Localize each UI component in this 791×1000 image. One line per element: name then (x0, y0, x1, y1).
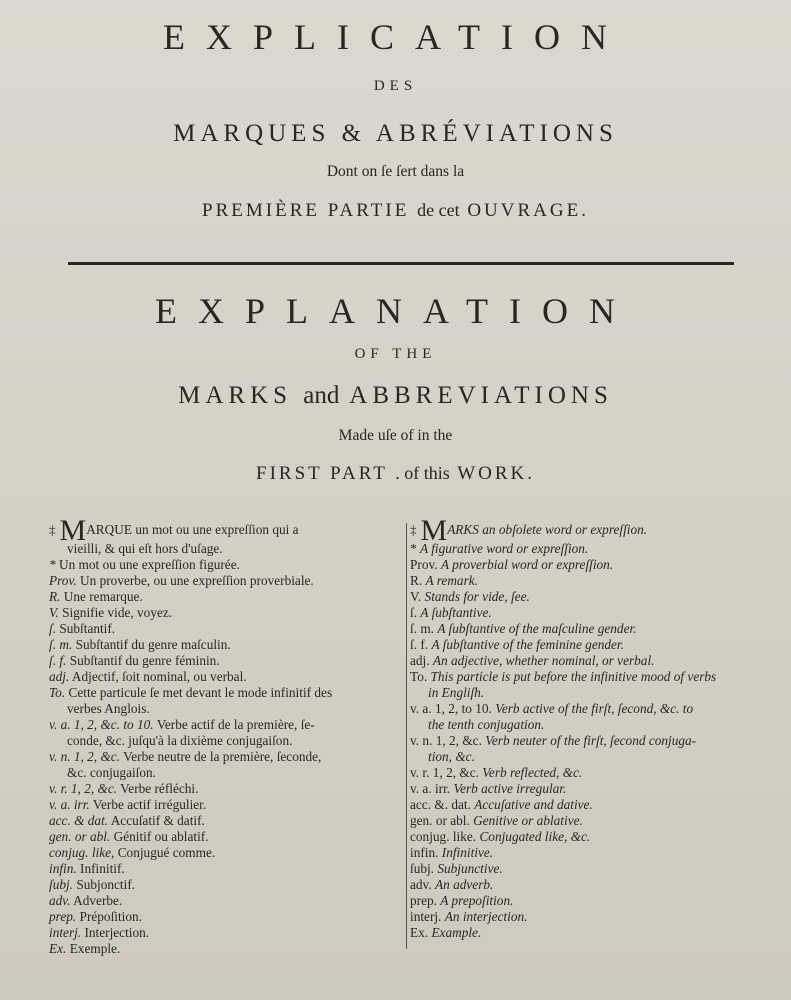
glossary-entry (410, 621, 770, 637)
entry-abbreviation: interj. (410, 909, 442, 924)
french-column (49, 514, 405, 957)
entry-definition: Accuſative and dative. (474, 797, 593, 812)
glossary-entry (410, 877, 770, 893)
first-entry-text: an obſolete word or expreſſion. (482, 522, 648, 537)
entry-definition: Conjugué comme. (117, 845, 216, 860)
french-line: Dont on ſe ſert dans la (326, 163, 465, 180)
entry-definition: Conjugated like, &c. (479, 829, 591, 844)
entry-abbreviation: ſ. (410, 605, 418, 620)
english-column (410, 514, 770, 941)
entry-abbreviation: v. r. 1, 2, &c. (410, 765, 479, 780)
entry-abbreviation: Ex. (410, 925, 429, 940)
entry-definition: Subjonctif. (76, 877, 136, 892)
glossary-entry (49, 829, 405, 845)
entry-abbreviation: acc. &. dat. (410, 797, 471, 812)
entry-definition: Adverbe. (73, 893, 123, 908)
entry-definition: Un mot ou une expreſſion figurée. (58, 557, 240, 572)
entry-definition: Example. (431, 925, 482, 940)
french-part-line (0, 200, 791, 222)
glossary-entry (410, 589, 770, 605)
entry-definition: Genitive or ablative. (473, 813, 583, 828)
english-of-the: OF THE (354, 346, 437, 362)
glossary-entry (410, 701, 770, 733)
glossary-entry (410, 541, 770, 557)
glossary-entry (49, 909, 405, 925)
entry-abbreviation: v. r. 1, 2, &c. (49, 781, 118, 796)
glossary-entry (410, 829, 770, 845)
entry-abbreviation: v. a. 1, 2, &c. to 10. (49, 717, 154, 732)
french-part-a: PREMIÈRE PARTIE (202, 200, 410, 221)
entry-definition: Accuſatif & datif. (110, 813, 205, 828)
entry-abbreviation: R. (49, 589, 61, 604)
entry-abbreviation: gen. or abl. (410, 813, 470, 828)
glossary-entry (49, 589, 405, 605)
entry-abbreviation: R. (410, 573, 423, 588)
entry-abbreviation: ſ. m. (410, 621, 435, 636)
glossary-entry (410, 573, 770, 589)
entry-abbreviation: conjug. like. (410, 829, 477, 844)
english-title: EXPLANATION (155, 291, 636, 331)
entry-definition: Verbe réfléchi. (120, 781, 199, 796)
glossary-entry (49, 605, 405, 621)
glossary-entry (49, 845, 405, 861)
entry-abbreviation: ſ. m. (49, 637, 73, 652)
entry-definition: Une remarque. (63, 589, 143, 604)
entry-definition: A remark. (425, 573, 478, 588)
glossary-entry (49, 717, 405, 749)
entry-abbreviation: Prov. (49, 573, 77, 588)
glossary-entry (49, 669, 405, 685)
glossary-entry (410, 893, 770, 909)
column-divider (406, 523, 407, 949)
entry-abbreviation: Ex. (49, 941, 67, 956)
entry-definition: Verbe actif irrégulier. (92, 797, 207, 812)
entry-definition: An adjective, whether nominal, or verbal. (432, 653, 655, 668)
glossary-entry (49, 653, 405, 669)
glossary-entry (49, 685, 405, 717)
entry-definition: Prépoſition. (79, 909, 142, 924)
entry-abbreviation: gen. or abl. (49, 829, 111, 844)
entry-definition: Subſtantif. (59, 621, 116, 636)
entry-definition: Adjectif, ſoit nominal, ou verbal. (71, 669, 247, 684)
glossary-entry (49, 797, 405, 813)
entry-abbreviation: v. a. irr. (410, 781, 451, 796)
entry-abbreviation: acc. & dat. (49, 813, 109, 828)
glossary-entry (410, 733, 770, 765)
french-subtitle: MARQUES & ABRÉVIATIONS (173, 120, 618, 147)
glossary-entry (410, 813, 770, 829)
entry-continuation: the tenth conjugation. (428, 717, 545, 732)
entry-abbreviation: interj. (49, 925, 82, 940)
drop-cap: M (420, 514, 448, 547)
entry-definition: Subſtantif du genre maſculin. (75, 637, 231, 652)
glossary-entry (49, 637, 405, 653)
entry-abbreviation: V. (410, 589, 422, 604)
entry-abbreviation: adv. (410, 877, 432, 892)
english-part-c: WORK. (457, 463, 535, 484)
entry-continuation: verbes Anglois. (67, 701, 150, 716)
glossary-entry (49, 877, 405, 893)
entry-abbreviation: To. (410, 669, 428, 684)
entry-definition: A figurative word or expreſſion. (419, 541, 589, 556)
first-entry-cont: vieilli, & qui eſt hors d'uſage. (67, 541, 223, 556)
french-part-c: OUVRAGE. (467, 200, 589, 221)
entry-abbreviation: prep. (49, 909, 77, 924)
entry-abbreviation: infin. (410, 845, 439, 860)
entry-definition: Signifie vide, voyez. (62, 605, 173, 620)
entry-definition: Exemple. (69, 941, 121, 956)
glossary-entry (49, 813, 405, 829)
entry-abbreviation: ſubj. (49, 877, 74, 892)
glossary-entry (49, 861, 405, 877)
glossary-entry (410, 605, 770, 621)
glossary-entry (49, 893, 405, 909)
entry-definition: A proverbial word or expreſſion. (440, 557, 614, 572)
entry-continuation: conde, &c. juſqu'à la dixième conjugaiſon. (67, 733, 293, 748)
entry-definition: A prepoſition. (440, 893, 514, 908)
entry-abbreviation: To. (49, 685, 66, 700)
glossary-entry (410, 861, 770, 877)
english-line: Made uſe of in the (338, 427, 453, 444)
entry-abbreviation: ſ. (49, 621, 57, 636)
entry-definition: Cette particule ſe met devant le mode infinitif des (68, 685, 333, 700)
entry-definition: An adverb. (435, 877, 494, 892)
entry-abbreviation: * (410, 541, 417, 556)
entry-abbreviation: V. (49, 605, 59, 620)
entry-definition: Interjection. (84, 925, 150, 940)
first-entry-text: un mot ou une expreſſion qui a (135, 522, 299, 537)
glossary-entry (49, 781, 405, 797)
entry-definition: Subſtantif du genre féminin. (69, 653, 220, 668)
entry-abbreviation: v. n. 1, 2, &c. (49, 749, 121, 764)
entry-definition: Verb neuter of the firſt, ſecond conjuga- (485, 733, 697, 748)
entry-abbreviation: Prov. (410, 557, 438, 572)
french-title: EXPLICATION (163, 17, 628, 57)
entry-definition: Verbe actif de la première, ſe- (156, 717, 315, 732)
english-first-entry (410, 514, 770, 547)
entry-abbreviation: adv. (49, 893, 71, 908)
entry-abbreviation: infin. (49, 861, 77, 876)
entry-continuation: tion, &c. (428, 749, 475, 764)
glossary-entry (49, 557, 405, 573)
entry-abbreviation: ſ. f. (410, 637, 429, 652)
glossary-entry (410, 925, 770, 941)
glossary-entry (410, 669, 770, 701)
french-part-b: de cet (417, 200, 460, 220)
french-first-entry (49, 514, 405, 557)
glossary-entry (410, 909, 770, 925)
entry-definition: Stands for vide, ſee. (424, 589, 530, 604)
glossary-entry (410, 557, 770, 573)
entry-abbreviation: prep. (410, 893, 437, 908)
entry-abbreviation: * (49, 557, 56, 572)
french-des: DES (373, 78, 418, 94)
entry-definition: An interjection. (444, 909, 528, 924)
divider-rule (68, 262, 734, 265)
english-subtitle-c: ABBREVIATIONS (349, 382, 613, 409)
entry-definition: Verb active irregular. (453, 781, 567, 796)
first-word-rest: ARQUE (86, 522, 132, 537)
glossary-entry (49, 573, 405, 589)
drop-cap: M (59, 514, 87, 547)
entry-definition: Un proverbe, ou une expreſſion proverbiale. (80, 573, 314, 588)
english-part-b: . of this (395, 463, 450, 483)
english-part-a: FIRST PART (256, 463, 388, 484)
glossary-entry (410, 845, 770, 861)
entry-definition: Verb reflected, &c. (482, 765, 583, 780)
entry-abbreviation: ſubj. (410, 861, 435, 876)
dagger-mark: ‡ (410, 522, 417, 537)
entry-abbreviation: v. a. irr. (49, 797, 90, 812)
english-subtitle-a: MARKS (178, 382, 293, 409)
entry-definition: This particle is put before the infinitive mood of verbs (430, 669, 717, 684)
first-word-rest: ARKS (447, 522, 479, 537)
entry-abbreviation: ſ. f. (49, 653, 67, 668)
entry-definition: Infinitif. (80, 861, 125, 876)
glossary-entry (49, 925, 405, 941)
dagger-mark: ‡ (49, 522, 56, 537)
entry-definition: A ſubſtantive of the maſculine gender. (437, 621, 637, 636)
entry-abbreviation: adj. (49, 669, 70, 684)
english-subtitle-b: and (303, 382, 340, 409)
entry-continuation: in Engliſh. (428, 685, 485, 700)
entry-definition: Verb active of the firſt, ſecond, &c. to (495, 701, 694, 716)
entry-definition: A ſubſtantive of the feminine gender. (431, 637, 624, 652)
glossary-entry (410, 637, 770, 653)
entry-abbreviation: adj. (410, 653, 430, 668)
entry-definition: A ſubſtantive. (420, 605, 492, 620)
entry-abbreviation: conjug. like, (49, 845, 115, 860)
entry-definition: Génitif ou ablatif. (113, 829, 209, 844)
entry-abbreviation: v. n. 1, 2, &c. (410, 733, 482, 748)
glossary-entry (49, 749, 405, 781)
entry-definition: Infinitive. (441, 845, 494, 860)
glossary-entry (49, 621, 405, 637)
entry-continuation: &c. conjugaiſon. (67, 765, 156, 780)
glossary-entry (410, 781, 770, 797)
glossary-entry (410, 765, 770, 781)
english-subtitle (0, 382, 791, 410)
english-part-line (0, 463, 791, 485)
entry-abbreviation: v. a. 1, 2, to 10. (410, 701, 492, 716)
glossary-entry (410, 653, 770, 669)
glossary-entry (410, 797, 770, 813)
entry-definition: Verbe neutre de la première, ſeconde, (123, 749, 322, 764)
glossary-entry (49, 941, 405, 957)
entry-definition: Subjunctive. (437, 861, 503, 876)
